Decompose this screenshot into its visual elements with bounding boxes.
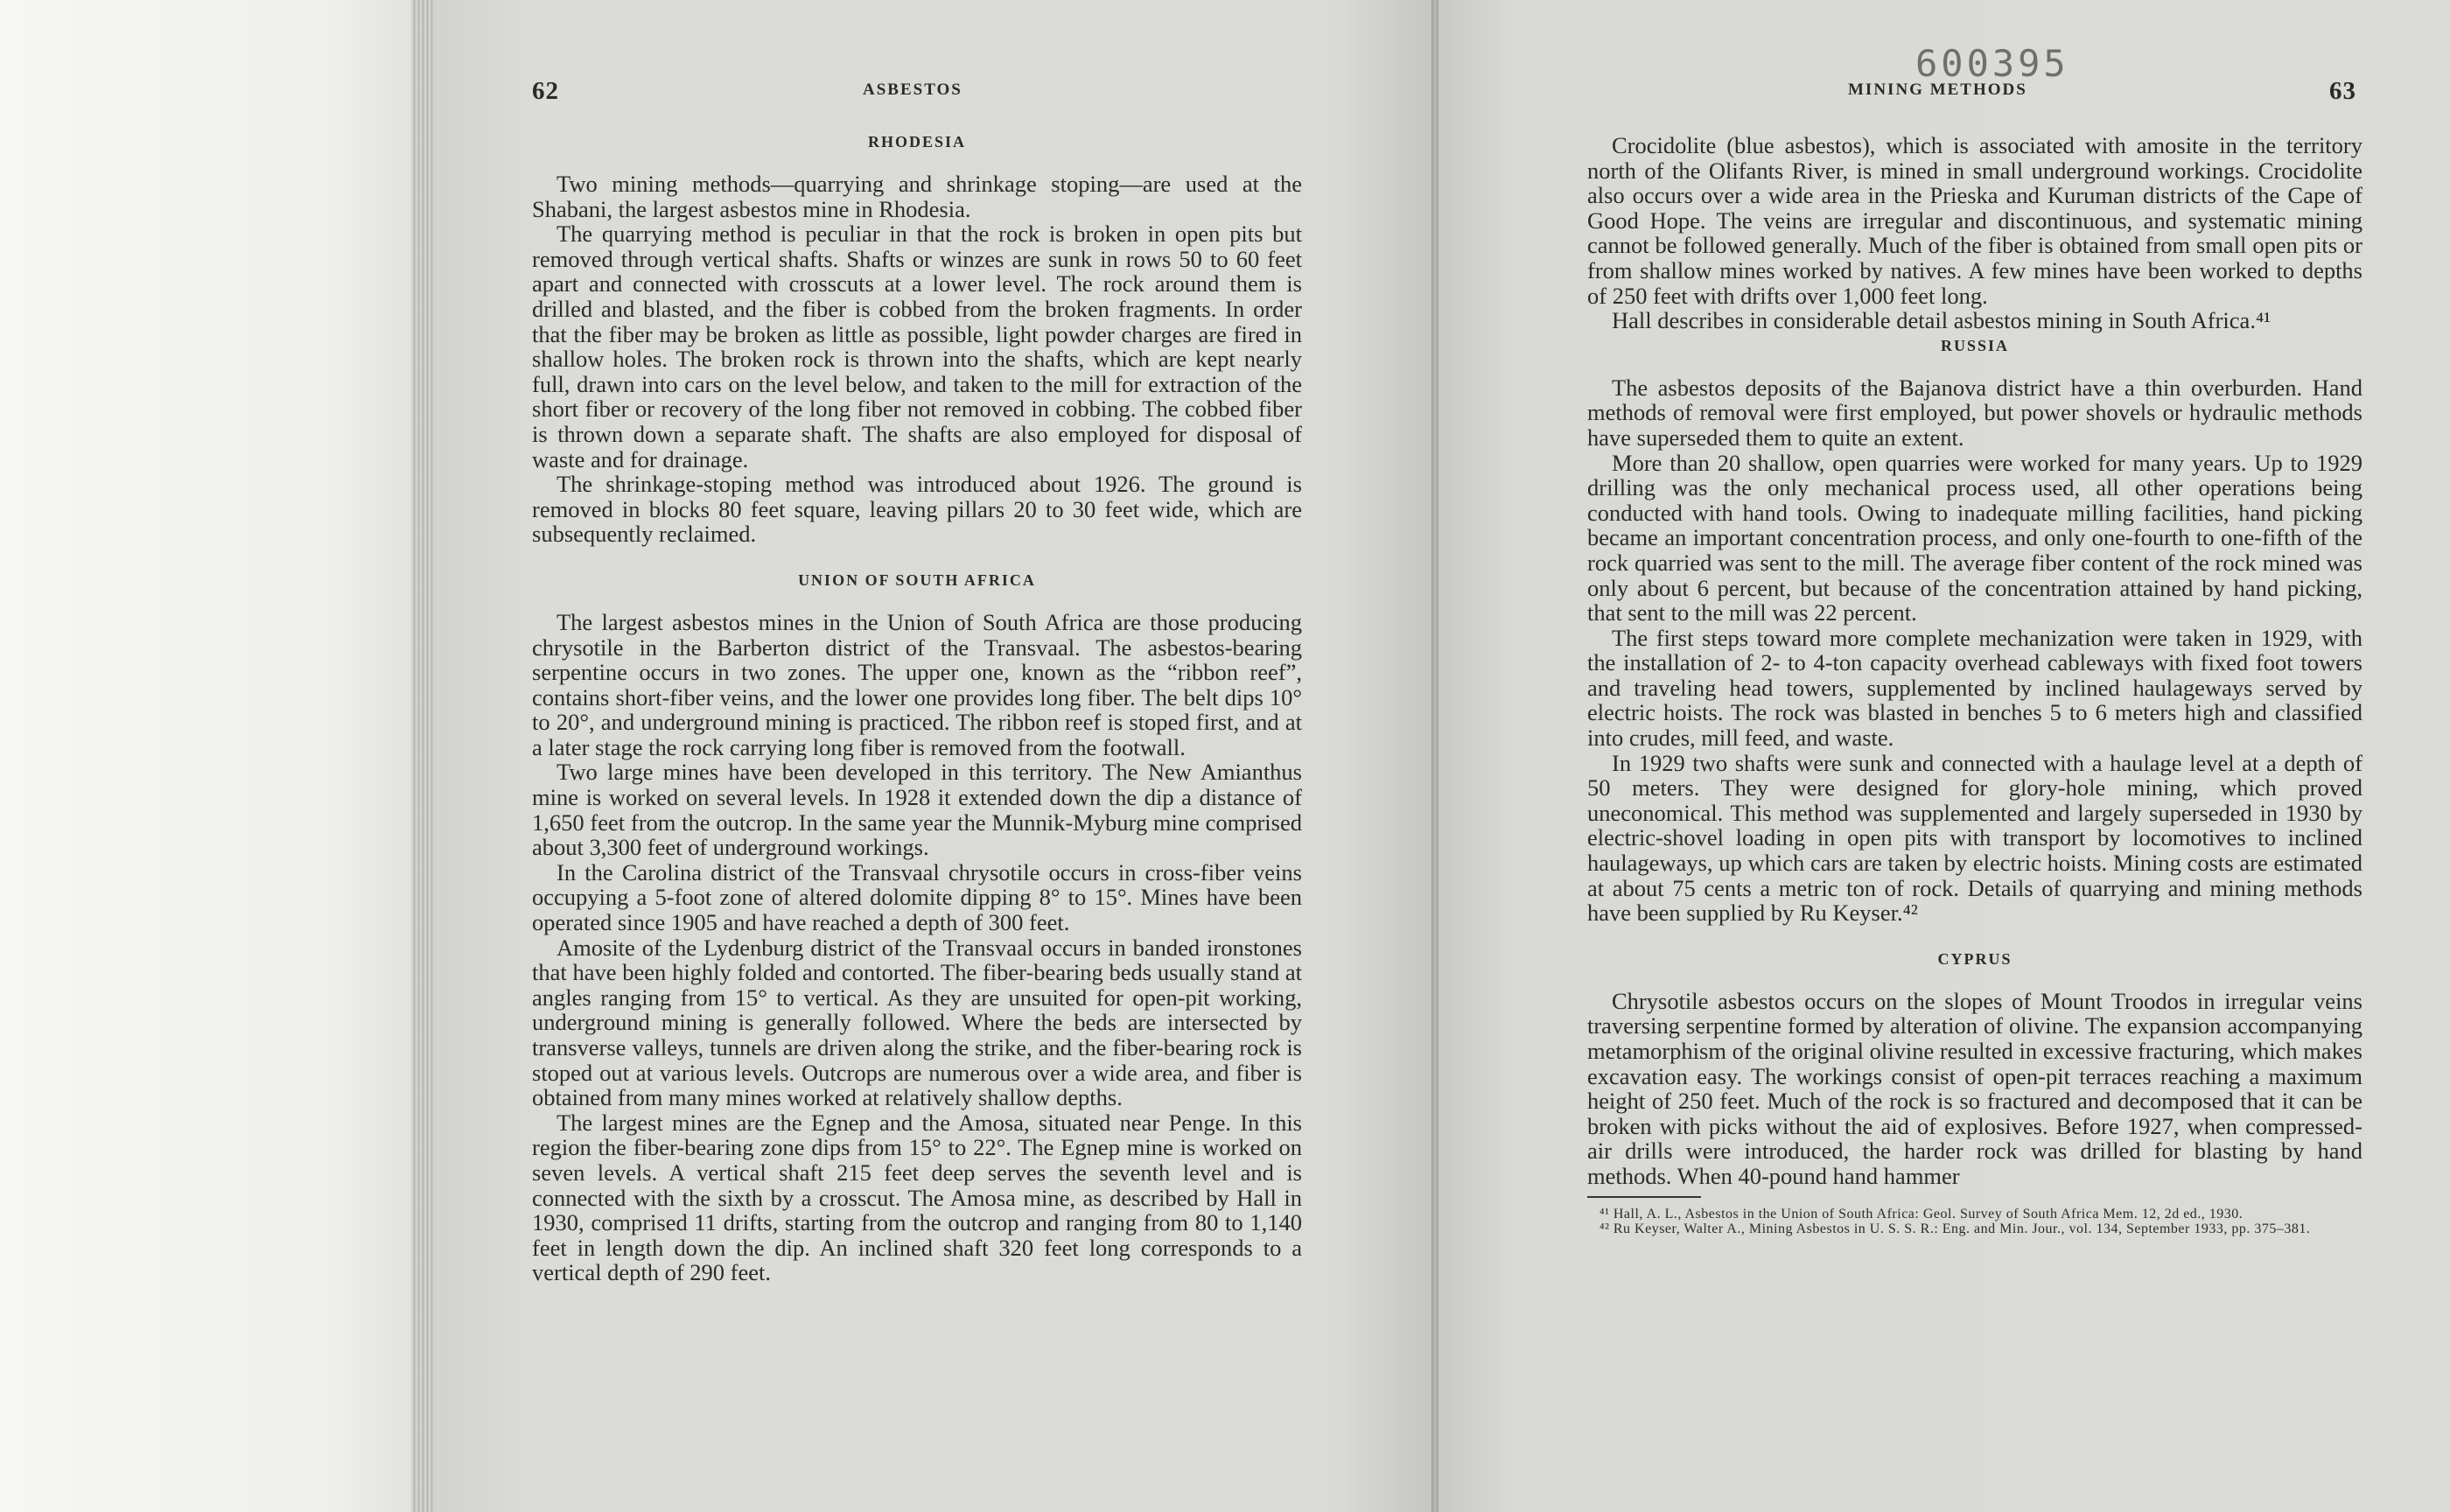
paragraph: The largest asbestos mines in the Union of South Africa are those producing chrysotile in the Barberton district of the Transvaal. The asbestos-bearing serpentine occurs in two zones. The upper one, known as the “ribbon reef”, contains short-fiber veins, and the lower one provides long fiber. The belt dips 10° to 20°, and underground mining is practiced. The ribbon reef is stoped first, and at a later stage the rock carrying long fiber is removed from the footwall. [532, 608, 1302, 760]
paragraph: The asbestos deposits of the Bajanova district have a thin overburden. Hand methods of removal were first employed, but power shovels or hydraulic methods have superseded them to quite an extent. [1587, 374, 2362, 451]
right-page-number: 63 [2329, 77, 2356, 105]
paragraph: Hall describes in considerable detail asbestos mining in South Africa.⁴¹ [1612, 307, 2272, 334]
right-page [1438, 0, 2450, 1512]
right-text-column [1587, 133, 2362, 1236]
section-heading-union-of-south-africa: UNION OF SOUTH AFRICA [798, 570, 1036, 589]
left-page [434, 0, 1432, 1512]
footnote-42: ⁴² Ru Keyser, Walter A., Mining Asbestos in U. S. S. R.: Eng. and Min. Jour., vol. 134, September 1933, pp. 375–381. [1600, 1221, 2311, 1236]
paragraph: Two large mines have been developed in this territory. The New Amianthus mine is worked on several levels. In 1928 it extended down the dip a distance of 1,650 feet from the outcrop. In the same year the Munnik-Myburg mine comprised about 3,300 feet of underground workings. [532, 759, 1302, 861]
paragraph: Two mining methods—quarrying and shrinkage stoping—are used at the Shabani, the largest asbestos mine in Rhodesia. [532, 171, 1302, 222]
scan-background [0, 0, 411, 1512]
paragraph: Amosite of the Lydenburg district of the Transvaal occurs in banded ironstones that have been highly folded and contorted. The fiber-bearing beds usually stand at angles ranging from 15° to vertical. As they are unsuited for open-pit working, underground mining is generally followed. Where the beds are intersected by transverse valleys, tunnels are driven along the strike, and the fiber-bearing rock is stoped out at various levels. Outcrops are numerous over a wide area, and fiber is obtained from many mines worked at relatively shallow depths. [532, 934, 1302, 1111]
left-running-head: ASBESTOS [863, 80, 962, 99]
footnote-41: ⁴¹ Hall, A. L., Asbestos in the Union of South Africa: Geol. Survey of South Africa Mem. 12, 2d ed., 1930. [1600, 1206, 2244, 1222]
left-page-number: 62 [532, 77, 559, 105]
left-text-column [532, 130, 1302, 1285]
book-gutter [1432, 0, 1438, 1512]
paragraph: In 1929 two shafts were sunk and connected with a haulage level at a depth of 50 meters. They were designed for glory-hole mining, which proved uneconomical. This method was supplemented and largely superseded in 1930 by electric-shovel loading in open pits with transport by locomotives to inclined haulageways, up which cars are taken by electric hoists. Mining costs are estimated at about 75 cents a metric ton of rock. Details of quarrying and mining methods have been supplied by Ru Keyser.⁴² [1587, 749, 2362, 927]
section-heading-rhodesia: RHODESIA [867, 133, 967, 150]
footnotes [1587, 1207, 2362, 1236]
paragraph: Crocidolite (blue asbestos), which is associated with amosite in the territory north of the Olifants River, is mined in small underground workings. Crocidolite also occurs over a wide area in the Prieska and Kuruman districts of the Cape of Good Hope. The veins are irregular and discontinuous, and systematic mining cannot be followed generally. Much of the fiber is obtained from small open pits or from shallow mines worked by natives. A few mines have been worked to depths of 250 feet with drifts over 1,000 feet long. [1587, 132, 2362, 309]
section-heading-cyprus: CYPRUS [1937, 949, 2012, 968]
paragraph: The quarrying method is peculiar in that the rock is broken in open pits but removed through vertical shafts. Shafts or winzes are sunk in rows 50 to 60 feet apart and connected with crosscuts at a lower level. The rock around them is drilled and blasted, and the fiber is cobbed from the broken fragments. In order that the fiber may be broken as little as possible, light powder charges are fired in shallow holes. The broken rock is thrown into the shafts, which are kept nearly full, drawn into cars on the level below, and taken to the mill for extraction of the short fiber or recovery of the long fiber not removed in cobbing. The cobbed fiber is thrown down a separate shaft. The shafts are also employed for disposal of waste and for drainage. [532, 220, 1302, 472]
paragraph: The first steps toward more complete mechanization were taken in 1929, with the installation of 2- to 4-ton capacity overhead cableways with fixed foot towers and traveling head towers, supplemented by inclined haulageways served by electric hoists. The rock was blasted in benches 5 to 6 meters high and classified into crudes, mill feed, and waste. [1587, 624, 2362, 752]
library-stamp-number: 600395 [1915, 42, 2069, 85]
paragraph: In the Carolina district of the Transvaal chrysotile occurs in cross-fiber veins occupying a 5-foot zone of altered dolomite dipping 8° to 15°. Mines have been operated since 1905 and have reached a depth of 300 feet. [532, 858, 1302, 936]
book-page-edges [411, 0, 434, 1512]
footnote-rule [1587, 1196, 1701, 1198]
paragraph: More than 20 shallow, open quarries were worked for many years. Up to 1929 drilling was the only mechanical process used, all other operations being conducted with hand tools. Owing to inadequate milling facilities, hand picking became an important concentration process, and only one-fourth to one-fifth of the rock quarried was sent to the mill. The average fiber content of the rock mined was only about 6 percent, but because of the concentration attained by hand picking, that sent to the mill was 22 percent. [1587, 449, 2362, 626]
right-running-head: MINING METHODS [1848, 80, 2027, 99]
section-heading-russia: RUSSIA [1940, 336, 2010, 354]
paragraph: The shrinkage-stoping method was introduced about 1926. The ground is removed in blocks 80 feet square, leaving pillars 20 to 30 feet wide, which are subsequently reclaimed. [532, 471, 1302, 548]
paragraph: The largest mines are the Egnep and the Amosa, situated near Penge. In this region the fiber-bearing zone dips from 15° to 22°. The Egnep mine is worked on seven levels. A vertical shaft 215 feet deep serves the seventh level and is connected with the sixth by a crosscut. The Amosa mine, as described by Hall in 1930, comprised 11 drifts, starting from the outcrop and ranging from 80 to 1,140 feet in length down the dip. An inclined shaft 320 feet long corresponds to a vertical depth of 290 feet. [532, 1109, 1302, 1286]
paragraph: Chrysotile asbestos occurs on the slopes of Mount Troodos in irregular veins traversing serpentine formed by alteration of olivine. The expansion accompanying metamorphism of the original olivine resulted in excessive fracturing, which makes excavation easy. The workings consist of open-pit terraces reaching a maximum height of 250 feet. Much of the rock is so fractured and decomposed that it can be broken with picks without the aid of explosives. Before 1927, when compressed-air drills were introduced, the harder rock was drilled for blasting by hand methods. When 40-pound hand hammer [1587, 987, 2362, 1189]
